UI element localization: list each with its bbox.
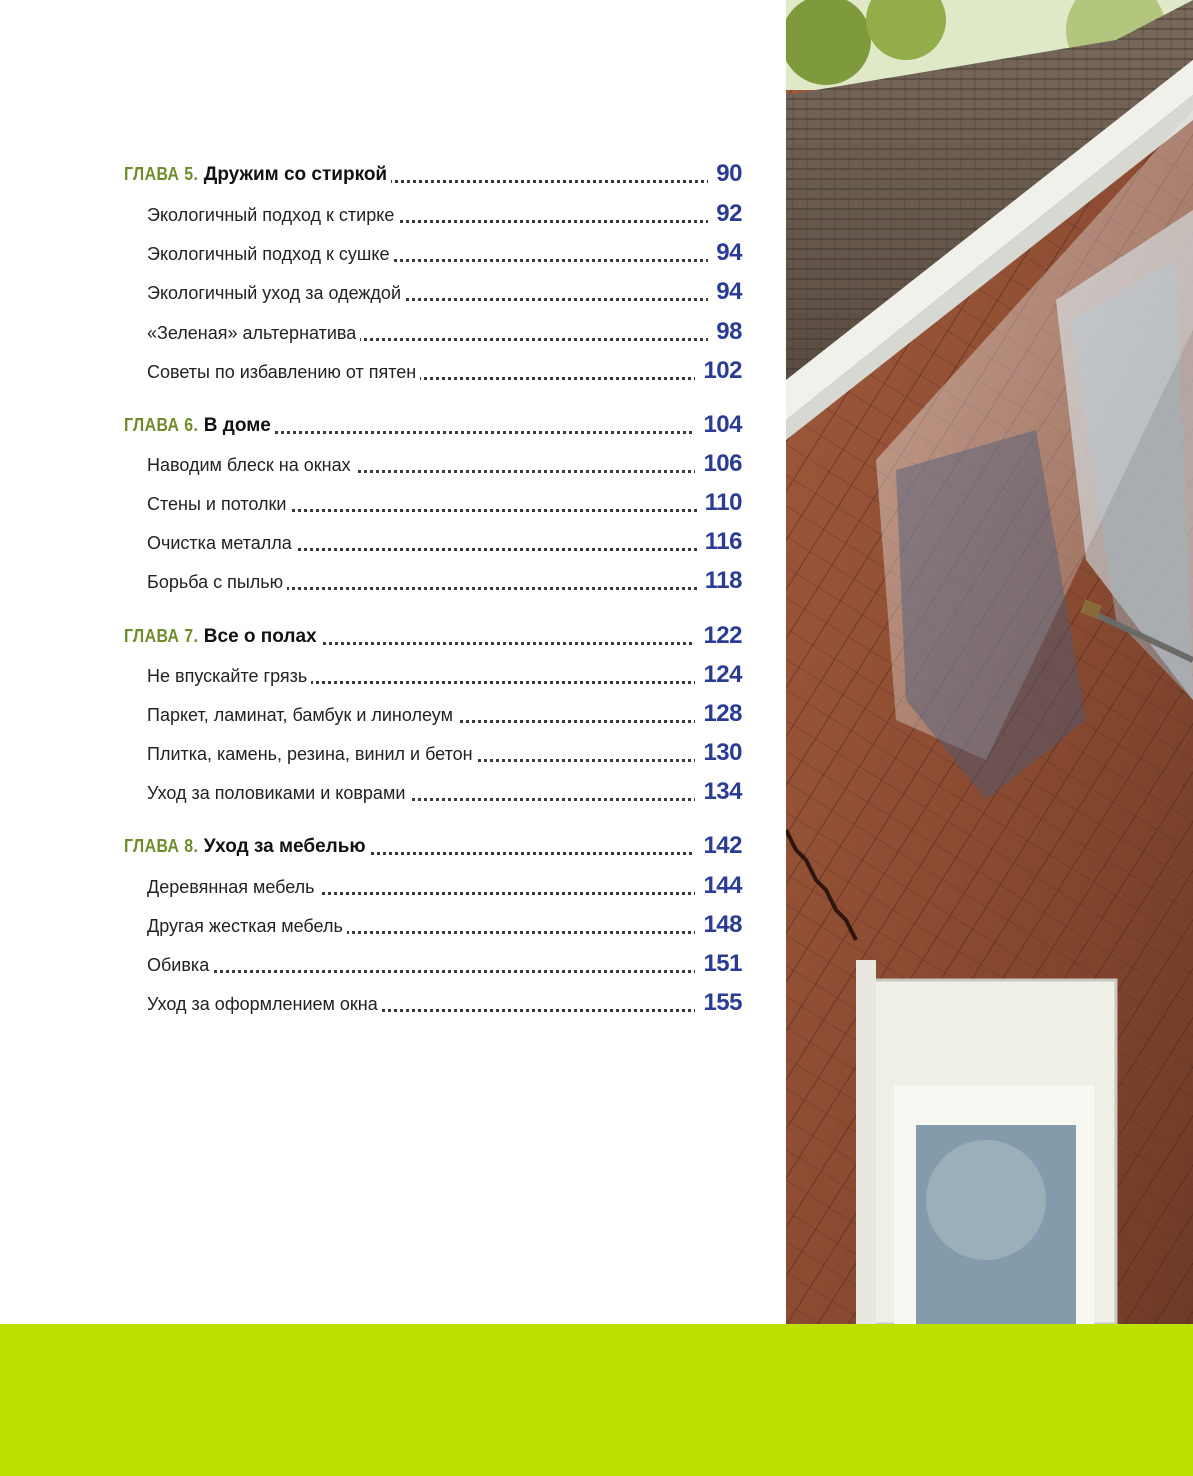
chapter-prefix: ГЛАВА 7. bbox=[124, 626, 199, 646]
chapter-prefix: ГЛАВА 6. bbox=[124, 415, 199, 435]
page-number: 94 bbox=[708, 239, 742, 267]
toc-chapter-5[interactable] bbox=[0, 158, 790, 192]
dot-leader bbox=[147, 970, 740, 973]
toc-entry[interactable] bbox=[0, 198, 790, 232]
page-number: 116 bbox=[697, 528, 742, 556]
page-number: 90 bbox=[708, 160, 742, 188]
toc-entry[interactable] bbox=[0, 909, 790, 943]
entry-title: Экологичный подход к сушке bbox=[147, 244, 393, 265]
entry-title: Другая жесткая мебель bbox=[147, 916, 347, 937]
chapter-prefix: ГЛАВА 8. bbox=[124, 836, 199, 856]
entry-title: Обивка bbox=[147, 955, 213, 976]
entry-title: Паркет, ламинат, бамбук и линолеум bbox=[147, 705, 457, 726]
toc-entry[interactable] bbox=[0, 355, 790, 389]
entry-title: Стены и потолки bbox=[147, 494, 290, 515]
toc-chapter-6[interactable] bbox=[0, 409, 790, 443]
page-number: 104 bbox=[695, 411, 742, 439]
page-number: 92 bbox=[708, 200, 742, 228]
toc-entry[interactable] bbox=[0, 737, 790, 771]
toc-entry[interactable] bbox=[0, 316, 790, 350]
entry-title: Экологичный подход к стирке bbox=[147, 205, 398, 226]
page-number: 128 bbox=[695, 700, 742, 728]
entry-title: Деревянная мебель bbox=[147, 877, 319, 898]
entry-title: Наводим блеск на окнах bbox=[147, 455, 355, 476]
entry-title: Уход за оформлением окна bbox=[147, 994, 382, 1015]
page-number: 98 bbox=[708, 318, 742, 346]
page-number: 134 bbox=[695, 778, 742, 806]
toc-entry[interactable] bbox=[0, 565, 790, 599]
page-number: 142 bbox=[695, 832, 742, 860]
chapter-title: В доме bbox=[203, 415, 271, 436]
page-number: 130 bbox=[695, 739, 742, 767]
entry-title: Очистка металла bbox=[147, 533, 296, 554]
page-number: 124 bbox=[695, 661, 742, 689]
page-number: 122 bbox=[695, 622, 742, 650]
entry-title: Экологичный уход за одеждой bbox=[147, 283, 405, 304]
entry-title: Борьба с пылью bbox=[147, 572, 287, 593]
page-number: 110 bbox=[697, 489, 742, 517]
toc-entry[interactable] bbox=[0, 948, 790, 982]
page-number: 144 bbox=[695, 872, 742, 900]
entry-title: Плитка, камень, резина, винил и бетон bbox=[147, 744, 477, 765]
page-number: 102 bbox=[695, 357, 742, 385]
toc-entry[interactable] bbox=[0, 526, 790, 560]
page-number: 151 bbox=[695, 950, 742, 978]
entry-title: Не впускайте грязь bbox=[147, 666, 311, 687]
entry-title: «Зеленая» альтернатива bbox=[147, 323, 360, 344]
page-number: 94 bbox=[708, 278, 742, 306]
page-number: 118 bbox=[697, 567, 742, 595]
toc-entry[interactable] bbox=[0, 698, 790, 732]
toc-chapter-8[interactable] bbox=[0, 830, 790, 864]
entry-title: Уход за половиками и коврами bbox=[147, 783, 409, 804]
page-number: 155 bbox=[695, 989, 742, 1017]
house-siding-photo bbox=[786, 0, 1193, 1324]
toc-chapter-7[interactable] bbox=[0, 620, 790, 654]
toc-entry[interactable] bbox=[0, 237, 790, 271]
page-number: 148 bbox=[695, 911, 742, 939]
toc-entry[interactable] bbox=[0, 276, 790, 310]
entry-title: Советы по избавлению от пятен bbox=[147, 362, 420, 383]
page-number: 106 bbox=[695, 450, 742, 478]
chapter-title: Уход за мебелью bbox=[203, 836, 366, 857]
toc-entry[interactable] bbox=[0, 448, 790, 482]
toc-entry[interactable] bbox=[0, 659, 790, 693]
toc-entry[interactable] bbox=[0, 987, 790, 1021]
chapter-title: Дружим со стиркой bbox=[203, 164, 388, 185]
bottom-color-band bbox=[0, 1324, 1193, 1476]
toc-entry[interactable] bbox=[0, 487, 790, 521]
chapter-title: Все о полах bbox=[203, 626, 317, 647]
toc-entry[interactable] bbox=[0, 870, 790, 904]
toc-entry[interactable] bbox=[0, 776, 790, 810]
chapter-prefix: ГЛАВА 5. bbox=[124, 164, 199, 184]
